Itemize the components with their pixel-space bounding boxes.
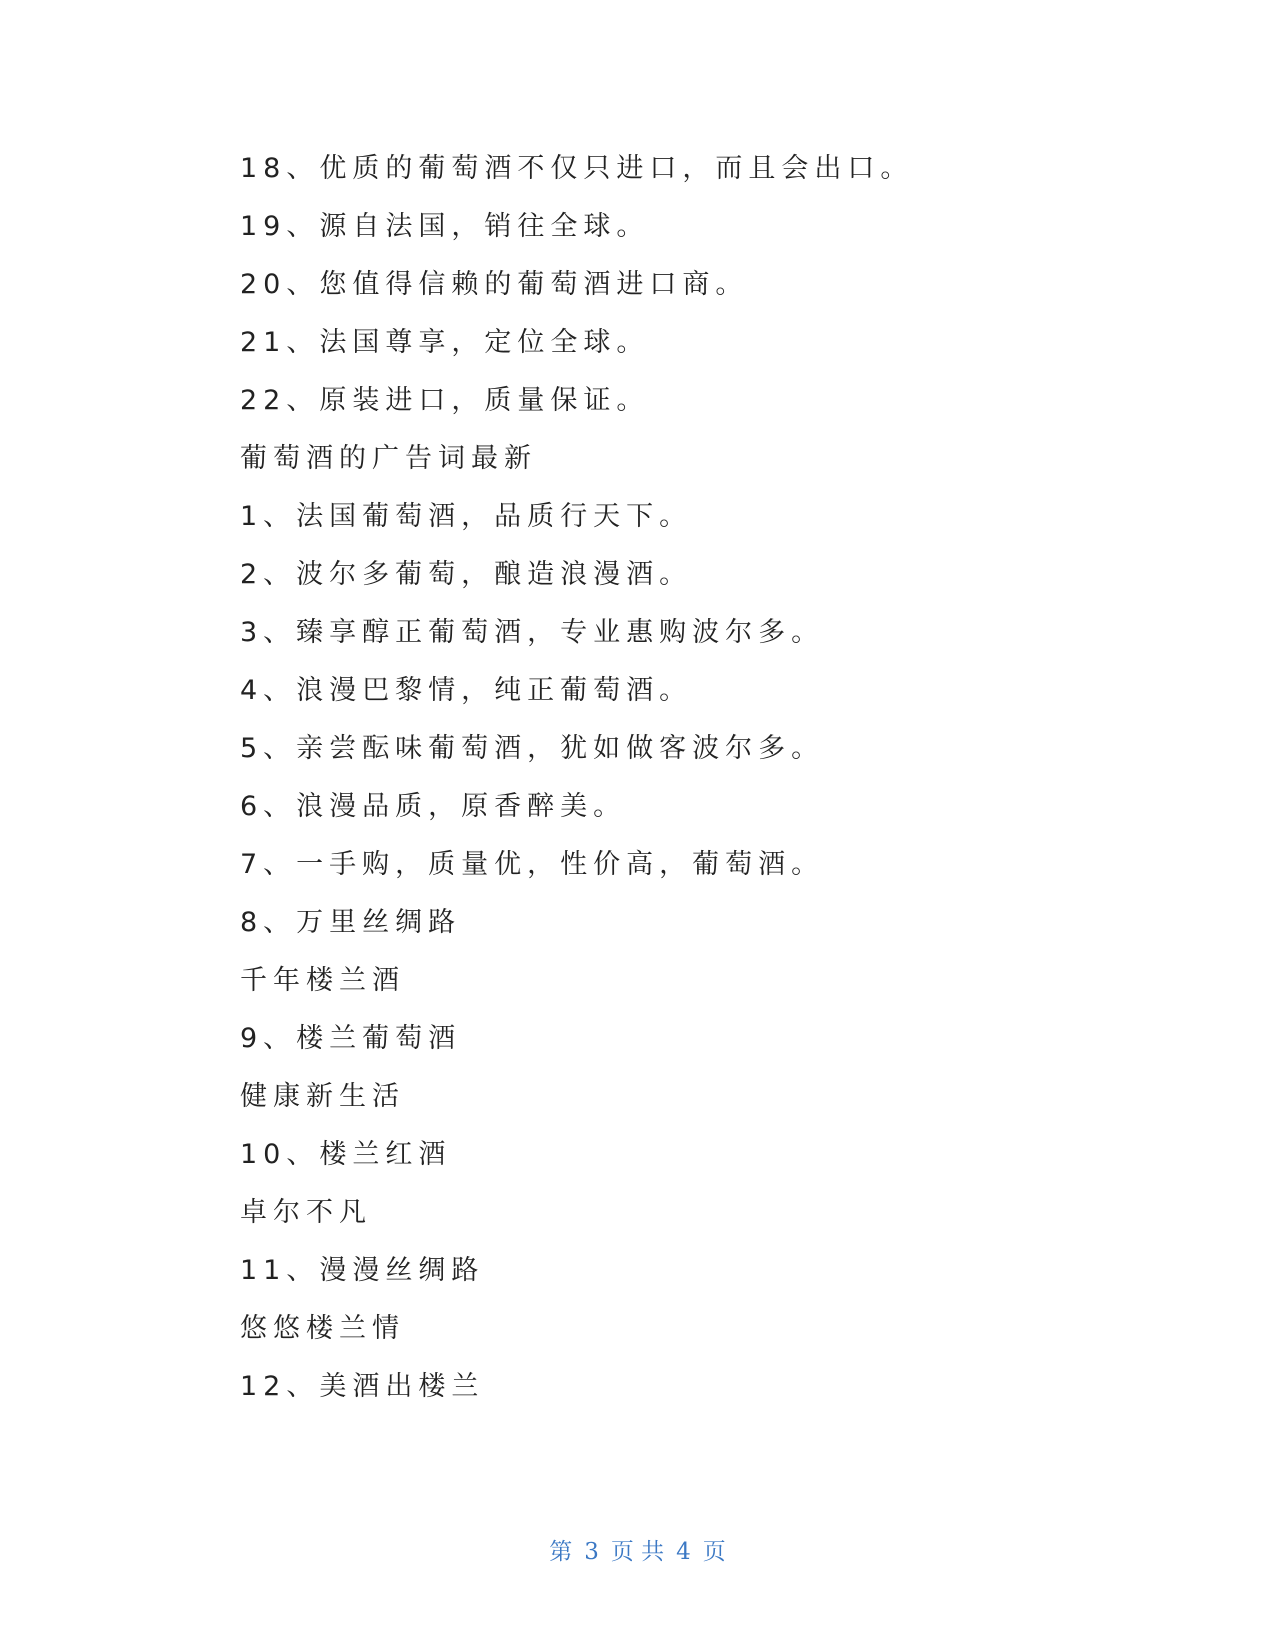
text-line: 12、美酒出楼兰: [240, 1371, 485, 1402]
text-line: 健康新生活: [240, 1081, 405, 1112]
text-line: 7、一手购，质量优，性价高，葡萄酒。: [240, 849, 825, 880]
section-heading: 葡萄酒的广告词最新: [240, 443, 537, 474]
text-line: 8、万里丝绸路: [240, 907, 462, 938]
page-footer: [0, 1533, 1275, 1566]
text-line: 3、臻享醇正葡萄酒，专业惠购波尔多。: [240, 617, 825, 648]
text-line: 1、法国葡萄酒，品质行天下。: [240, 501, 693, 532]
footer-suffix: 页: [702, 1539, 726, 1565]
document-body: [240, 140, 1040, 1416]
text-line: 卓尔不凡: [240, 1197, 372, 1228]
text-line: 19、源自法国，销往全球。: [240, 211, 650, 242]
text-line: 22、原装进口，质量保证。: [240, 385, 650, 416]
text-line: 18、优质的葡萄酒不仅只进口，而且会出口。: [240, 153, 914, 184]
text-line: 10、楼兰红酒: [240, 1139, 452, 1170]
total-pages-number: 4: [676, 1539, 691, 1565]
text-line: 2、波尔多葡萄，酿造浪漫酒。: [240, 559, 693, 590]
text-line: 5、亲尝酝味葡萄酒，犹如做客波尔多。: [240, 733, 825, 764]
text-line: 9、楼兰葡萄酒: [240, 1023, 462, 1054]
footer-middle: 页 共: [610, 1539, 665, 1565]
footer-prefix: 第: [549, 1539, 573, 1565]
text-line: 11、漫漫丝绸路: [240, 1255, 485, 1286]
text-line: 千年楼兰酒: [240, 965, 405, 996]
text-line: 6、浪漫品质，原香醉美。: [240, 791, 627, 822]
text-line: 悠悠楼兰情: [240, 1313, 405, 1344]
current-page-number: 3: [584, 1539, 599, 1565]
text-line: 21、法国尊享，定位全球。: [240, 327, 650, 358]
text-line: 20、您值得信赖的葡萄酒进口商。: [240, 269, 749, 300]
text-line: 4、浪漫巴黎情，纯正葡萄酒。: [240, 675, 693, 706]
